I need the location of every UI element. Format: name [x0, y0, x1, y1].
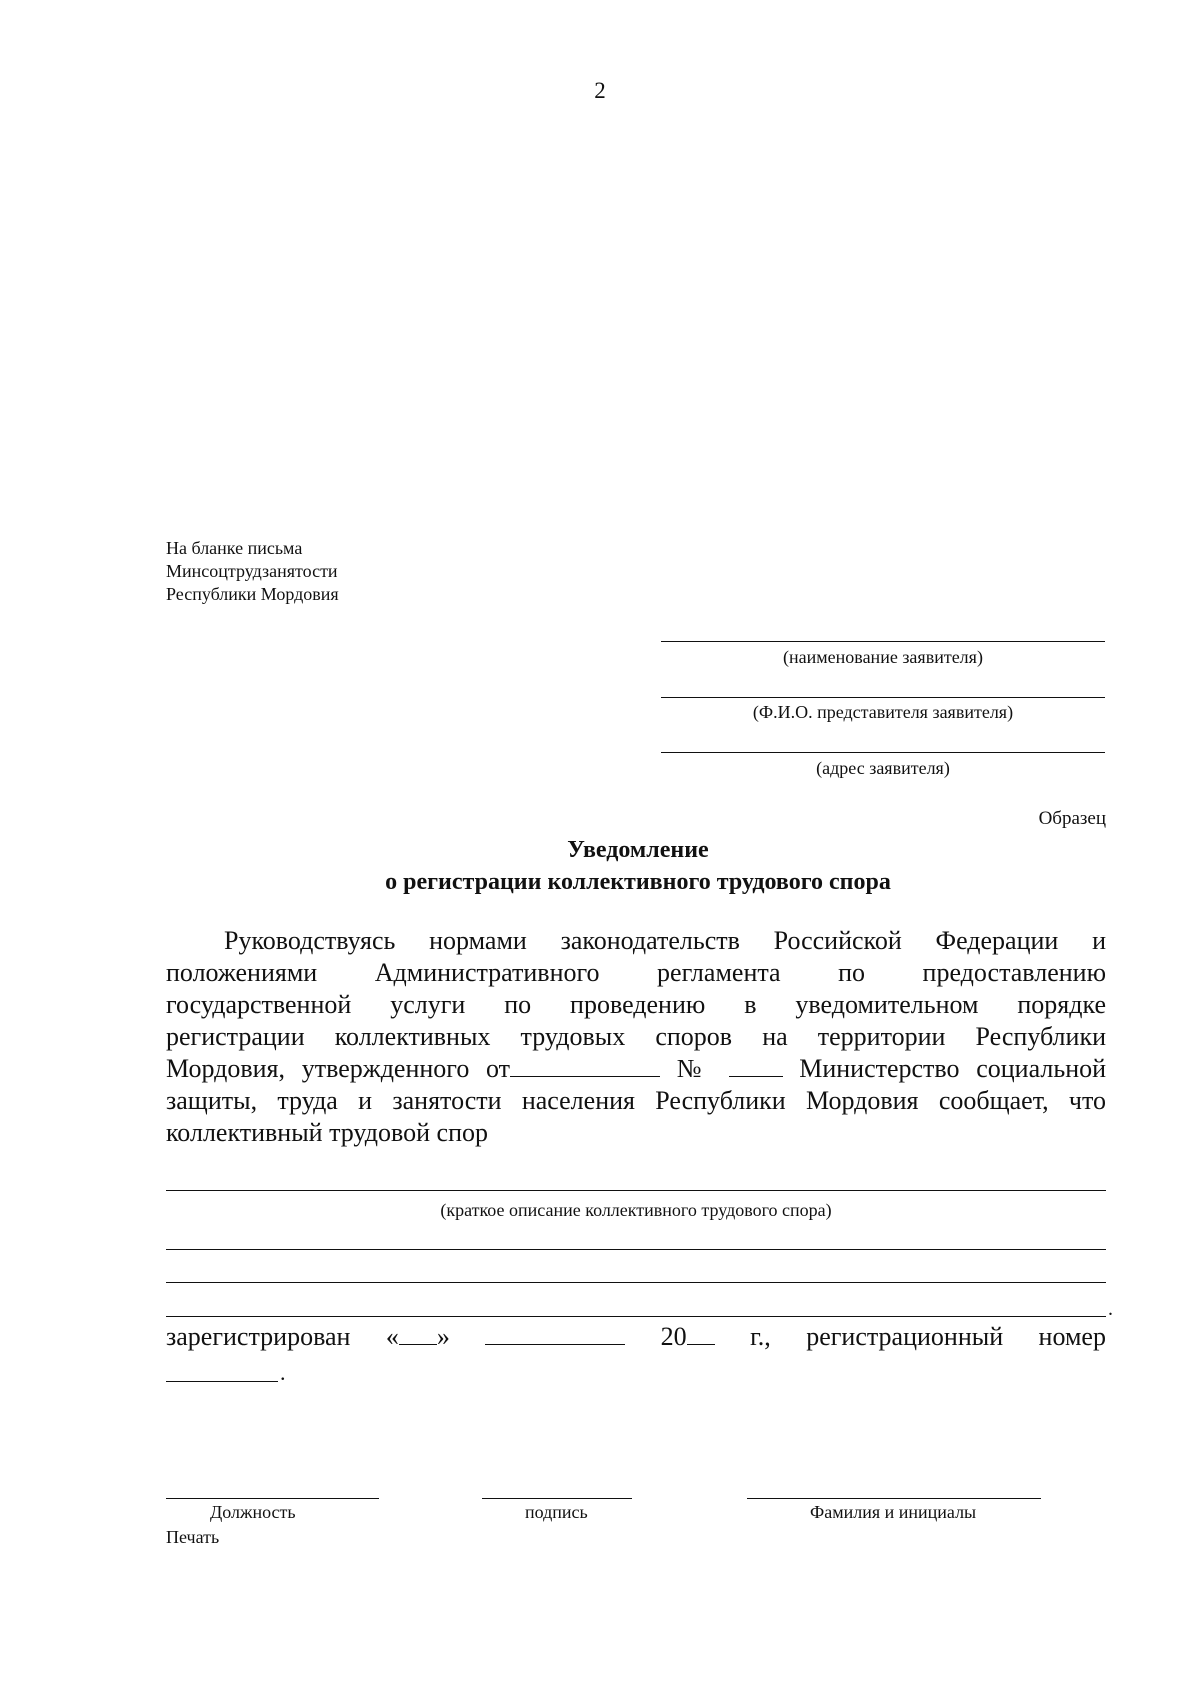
registration-day-blank[interactable] — [399, 1322, 437, 1345]
applicant-address-line[interactable] — [661, 752, 1105, 753]
body-line-5-start: Мордовия, утвержденного от — [166, 1054, 511, 1083]
dispute-description-caption: (краткое описание коллективного трудового спора) — [440, 1200, 832, 1220]
name-line[interactable] — [747, 1498, 1041, 1499]
body-line-7: коллективный трудовой спор — [166, 1118, 488, 1147]
body-line-2: положениями Административного регламента по предоставлению — [166, 958, 1106, 987]
year-prefix: 20 — [660, 1322, 687, 1351]
registration-number-blank[interactable] — [166, 1381, 278, 1382]
applicant-address-caption: (адрес заявителя) — [816, 758, 950, 778]
stamp-caption: Печать — [166, 1527, 220, 1547]
notice-body — [166, 925, 1106, 1149]
dispute-description-line-1[interactable] — [166, 1190, 1106, 1191]
body-line-1: Руководствуясь нормами законодательств Российской Федерации и — [224, 926, 1106, 955]
body-line-4: регистрации коллективных трудовых споров на территории Республики — [166, 1022, 1106, 1051]
regulation-number-blank[interactable] — [729, 1054, 783, 1077]
registered-word: зарегистрирован — [166, 1322, 351, 1351]
registration-year — [661, 1322, 715, 1352]
letterhead-note — [166, 537, 339, 606]
position-line[interactable] — [166, 1498, 379, 1499]
registration-number-period: . — [280, 1360, 286, 1385]
body-line-3: государственной услуги по проведению в уведомительном порядке — [166, 990, 1106, 1019]
letterhead-line-3: Республики Мордовия — [166, 584, 339, 604]
signature-line[interactable] — [482, 1498, 632, 1499]
dispute-description-line-3[interactable] — [166, 1282, 1106, 1283]
year-suffix: г., — [750, 1322, 771, 1351]
body-line-5 — [166, 1053, 1106, 1085]
position-caption: Должность — [210, 1502, 296, 1522]
dispute-description-line-2[interactable] — [166, 1249, 1106, 1250]
page-number: 2 — [594, 78, 606, 103]
body-line-6: защиты, труда и занятости населения Республики Мордовия сообщает, что — [166, 1086, 1106, 1115]
dispute-description-period: . — [1108, 1298, 1113, 1320]
letterhead-line-2: Минсоцтрудзанятости — [166, 561, 338, 581]
applicant-name-line[interactable] — [661, 641, 1105, 642]
quote-open: « — [385, 1322, 399, 1351]
applicant-name-caption: (наименование заявителя) — [783, 647, 983, 667]
number-sign: № — [676, 1054, 712, 1083]
representative-name-line[interactable] — [661, 697, 1105, 698]
registration-day — [386, 1322, 450, 1352]
registration-number-word: регистрационный — [806, 1322, 1004, 1351]
sample-label: Образец — [1038, 808, 1106, 829]
number-word: номер — [1038, 1322, 1106, 1351]
title-line-1: Уведомление — [567, 837, 709, 863]
title-line-2: о регистрации коллективного трудового спора — [385, 869, 891, 895]
letterhead-line-1: На бланке письма — [166, 538, 303, 558]
registration-line — [166, 1322, 1106, 1352]
registration-year-blank[interactable] — [687, 1322, 715, 1345]
name-caption: Фамилия и инициалы — [810, 1502, 977, 1522]
body-line-5-end: Министерство социальной — [799, 1054, 1106, 1083]
quote-close: » — [436, 1322, 450, 1351]
dispute-description-line-4[interactable] — [166, 1316, 1106, 1317]
representative-name-caption: (Ф.И.О. представителя заявителя) — [752, 702, 1014, 722]
document-title — [0, 834, 1200, 898]
signature-caption: подпись — [525, 1502, 588, 1522]
regulation-date-blank[interactable] — [510, 1054, 660, 1077]
registration-month-blank[interactable] — [485, 1322, 625, 1345]
